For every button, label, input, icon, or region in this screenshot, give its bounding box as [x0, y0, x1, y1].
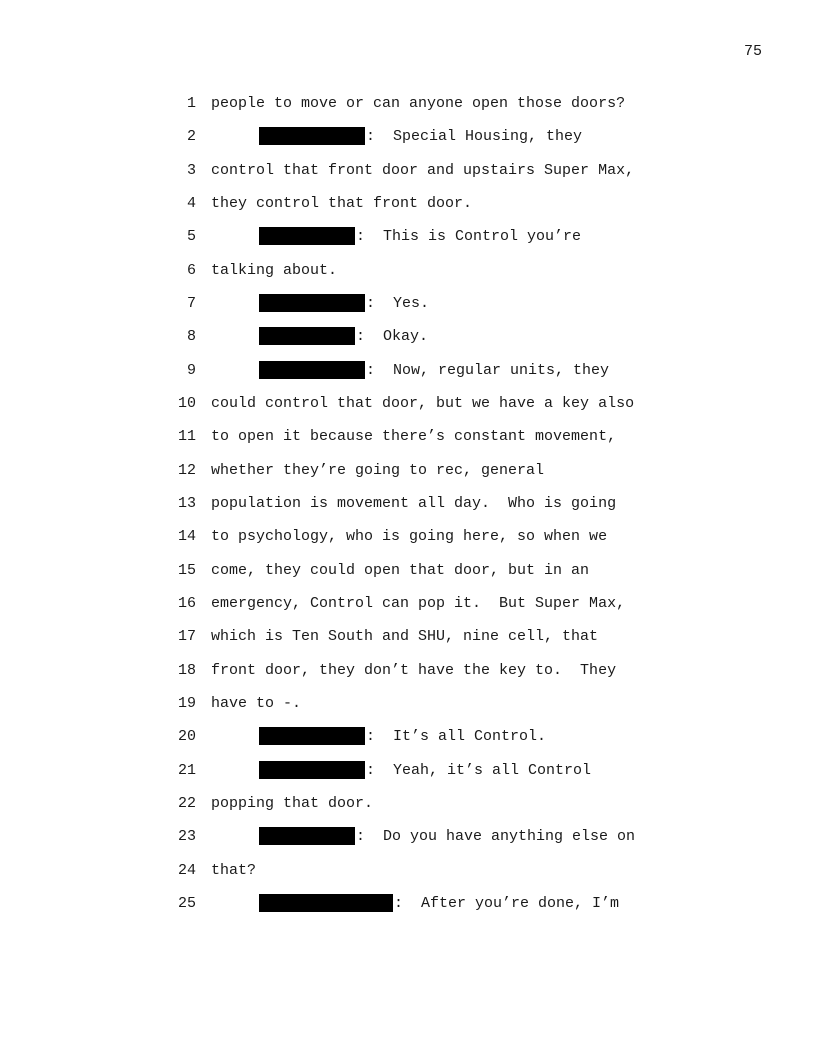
line-text: which is Ten South and SHU, nine cell, that: [211, 628, 599, 645]
redaction-box: [259, 727, 365, 745]
transcript-line: [0, 861, 816, 881]
transcript-line: [0, 661, 816, 681]
line-number: 11: [177, 428, 196, 445]
line-text: control that front door and upstairs Super Max,: [211, 162, 635, 179]
line-number: 7: [186, 295, 196, 312]
redaction-box: [259, 294, 365, 312]
line-number: 20: [177, 728, 196, 745]
line-text: : After you’re done, I’m: [394, 895, 620, 912]
line-number: 14: [177, 528, 196, 545]
line-number: 5: [186, 228, 196, 245]
transcript-line: [0, 327, 816, 347]
line-number: 12: [177, 462, 196, 479]
line-text: come, they could open that door, but in an: [211, 562, 590, 579]
line-number: 18: [177, 662, 196, 679]
line-number: 25: [177, 895, 196, 912]
line-text: they control that front door.: [211, 195, 473, 212]
line-text: : This is Control you’re: [356, 228, 582, 245]
line-text: : It’s all Control.: [366, 728, 547, 745]
redaction-box: [259, 327, 355, 345]
line-text: population is movement all day. Who is going: [211, 495, 617, 512]
transcript-line: [0, 261, 816, 281]
line-number: 13: [177, 495, 196, 512]
line-text: : Yeah, it’s all Control: [366, 762, 592, 779]
line-text: whether they’re going to rec, general: [211, 462, 545, 479]
line-text: : Now, regular units, they: [366, 362, 610, 379]
line-number: 19: [177, 695, 196, 712]
transcript-line: [0, 727, 816, 747]
line-number: 23: [177, 828, 196, 845]
transcript-line: [0, 827, 816, 847]
transcript-line: [0, 127, 816, 147]
line-text: front door, they don’t have the key to. They: [211, 662, 617, 679]
transcript-line: [0, 594, 816, 614]
transcript-line: [0, 761, 816, 781]
transcript-line: [0, 227, 816, 247]
line-number: 3: [186, 162, 196, 179]
line-number: 17: [177, 628, 196, 645]
transcript-line: [0, 461, 816, 481]
line-number: 24: [177, 862, 196, 879]
transcript-line: [0, 494, 816, 514]
transcript-line: [0, 561, 816, 581]
transcript-line: [0, 361, 816, 381]
transcript-line: [0, 894, 816, 914]
line-text: that?: [211, 862, 257, 879]
line-number: 8: [186, 328, 196, 345]
redaction-box: [259, 894, 393, 912]
line-text: talking about.: [211, 262, 338, 279]
transcript-line: [0, 194, 816, 214]
transcript-line: [0, 294, 816, 314]
line-number: 16: [177, 595, 196, 612]
line-text: to open it because there’s constant movement,: [211, 428, 617, 445]
transcript-line: [0, 694, 816, 714]
line-number: 22: [177, 795, 196, 812]
redaction-box: [259, 361, 365, 379]
redaction-box: [259, 761, 365, 779]
line-text: popping that door.: [211, 795, 374, 812]
page-number: 75: [743, 43, 762, 60]
transcript-line: [0, 794, 816, 814]
line-text: to psychology, who is going here, so when we: [211, 528, 608, 545]
line-number: 21: [177, 762, 196, 779]
transcript-line: [0, 527, 816, 547]
line-text: : Special Housing, they: [366, 128, 583, 145]
transcript-line: [0, 394, 816, 414]
line-text: have to -.: [211, 695, 302, 712]
line-number: 10: [177, 395, 196, 412]
line-number: 9: [186, 362, 196, 379]
transcript-line: [0, 94, 816, 114]
redaction-box: [259, 827, 355, 845]
transcript-line: [0, 627, 816, 647]
line-number: 15: [177, 562, 196, 579]
line-text: : Yes.: [366, 295, 430, 312]
line-number: 2: [186, 128, 196, 145]
redaction-box: [259, 127, 365, 145]
transcript-line: [0, 427, 816, 447]
line-text: emergency, Control can pop it. But Super Max,: [211, 595, 626, 612]
line-text: could control that door, but we have a key also: [211, 395, 635, 412]
line-text: : Do you have anything else on: [356, 828, 636, 845]
line-number: 1: [186, 95, 196, 112]
line-text: : Okay.: [356, 328, 429, 345]
redaction-box: [259, 227, 355, 245]
line-number: 6: [186, 262, 196, 279]
transcript-line: [0, 161, 816, 181]
line-text: people to move or can anyone open those doors?: [211, 95, 626, 112]
line-number: 4: [186, 195, 196, 212]
